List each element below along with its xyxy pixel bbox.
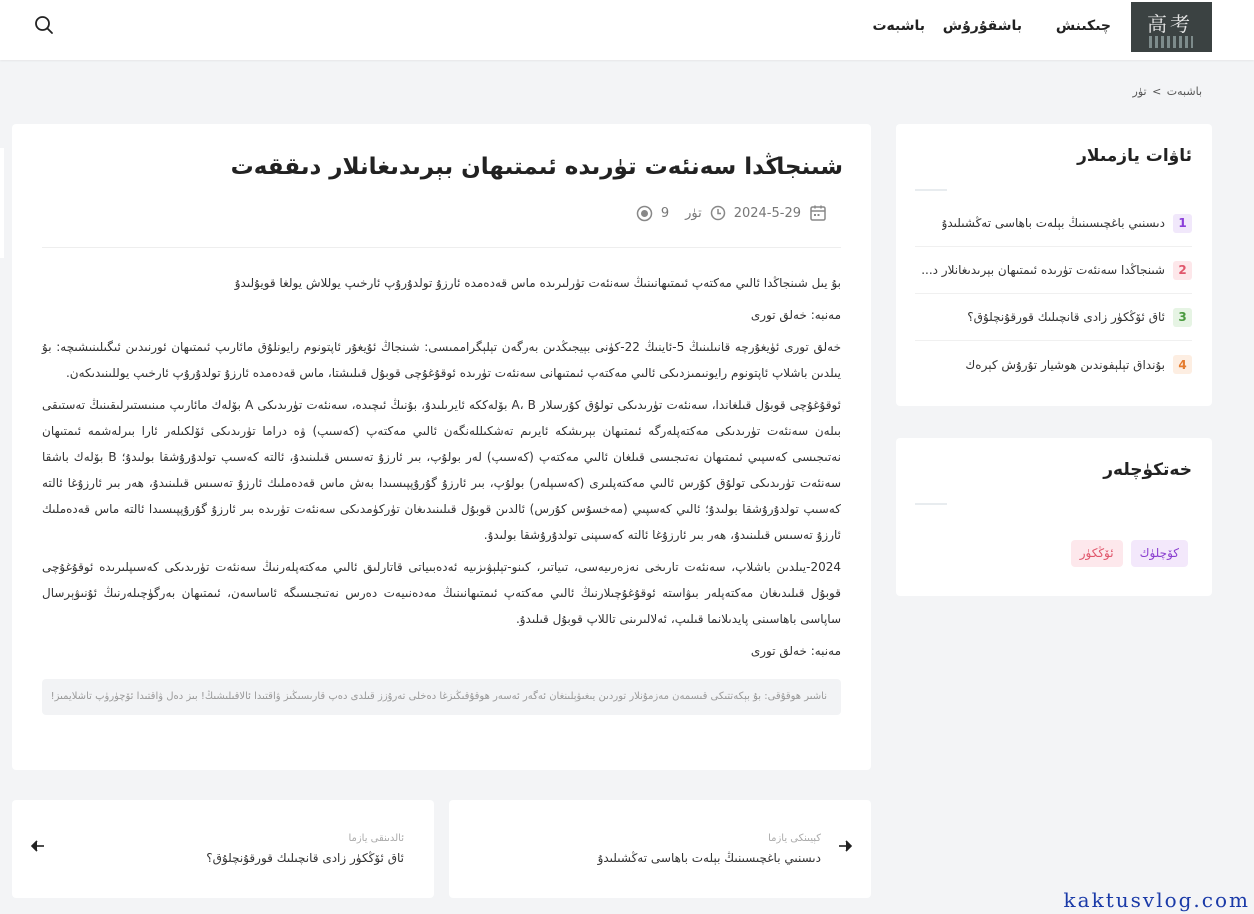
article-title: شىنجاڭدا سەنئەت تۈرىدە ئىمتىھان بېرىدىغانلار دىققەت xyxy=(230,154,843,180)
search-icon[interactable] xyxy=(33,14,55,36)
previous-post-label: ئالدىنقى يازما xyxy=(348,833,404,844)
tag-item[interactable]: ئۆڭكۈر xyxy=(1071,540,1123,567)
popular-post-title: دىسنىي باغچىسىنىڭ بېلەت باھاسى تەڭشىلىدۇ xyxy=(941,216,1165,230)
popular-posts-widget xyxy=(896,124,1212,406)
side-edge-tab[interactable] xyxy=(0,148,4,258)
rank-badge: 2 xyxy=(1173,261,1192,280)
rank-badge: 1 xyxy=(1173,214,1192,233)
popular-post-title: بۇنداق تېلېفوندىن ھوشيار تۇرۇش كېرەك xyxy=(965,357,1165,372)
previous-post-title: ئاق ئۆڭكۈر زادى قانچىلىك قورقۇنچلۇق؟ xyxy=(206,851,404,865)
article-views: 9 xyxy=(660,205,670,221)
previous-post-link[interactable] xyxy=(12,800,434,898)
nav-item-manage[interactable]: باشقۇرۇش xyxy=(942,18,1022,34)
title-underline xyxy=(915,503,947,505)
popular-post-item[interactable] xyxy=(915,247,1192,294)
article-source: مەنبە: خەلق تورى xyxy=(750,308,841,322)
rank-badge: 3 xyxy=(1173,308,1192,327)
article-card xyxy=(12,124,871,770)
nav-item-exit[interactable]: چىكىنش xyxy=(1055,18,1111,34)
article-paragraph: 2024-يىلدىن باشلاپ، سەنئەت تارىخى نەزەرىيەسى، تىياتىر، كىنو-تېلېۋىزىيە ئەدەبىياتى قاتارلىق ئالىي مەكتەپلەرنىڭ سەنئەت تۈرىدىكى كەسىپلىرىدە ئوقۇغۇچى قوبۇل قىلىدىغان مەكتەپلەر بىۋاستە ئوقۇغۇچىلارنىڭ ئالىي مەكتەپ ئىمتىھانىنىڭ مەدەنىيەت دەرس نەتىجىسىگە ئاساسەن، ئىمتىھان بەرگۈچىلەرنىڭ ئۇنىۋېرسال ساپاسى باھاسىنى پايدىلانما قىلىپ، ئەلالىرىنى تاللاپ قوبۇل قىلىدۇ. xyxy=(42,560,841,626)
widget-title: خەتكۈچلەر xyxy=(1103,460,1192,480)
title-underline xyxy=(915,189,947,191)
watermark: kaktusvlog.com xyxy=(1063,888,1250,912)
tag-list xyxy=(1071,540,1188,567)
article-paragraph: بۇ يىل شىنجاڭدا ئالىي مەكتەپ ئىمتىھانىنىڭ سەنئەت تۈرلىرىدە ماس قەدەمدە ئارزۇ تولدۇرۇپ ئارخىپ يوللاش يولغا قويۇلىدۇ xyxy=(234,276,841,290)
breadcrumb-category[interactable]: تۈر xyxy=(1132,85,1147,98)
tag-item[interactable]: كۆچلۈك xyxy=(1131,540,1188,567)
arrow-left-icon xyxy=(30,838,46,854)
calendar-icon xyxy=(809,204,827,222)
next-post-link[interactable] xyxy=(449,800,871,898)
site-logo[interactable] xyxy=(1131,2,1212,52)
breadcrumb-separator: > xyxy=(1152,85,1162,98)
next-post-title: دىسنىي باغچىسىنىڭ بېلەت باھاسى تەڭشىلىدۇ xyxy=(597,851,821,865)
title-divider xyxy=(42,247,841,248)
article-paragraph: ئوقۇغۇچى قوبۇل قىلغاندا، سەنئەت تۈرىدىكى تولۇق كۇرسلار A، B بۆلەككە ئايرىلىدۇ، بۇنىڭ ئىچىدە، سەنئەت تۈرىدىكى A بۆلەك مائارىپ مىنىستىرلىقىنىڭ تەستىقى بىلەن سەنئەت تۈرىدىكى مەكتەپلەرگە ئىمتىھان بېرىشكە ئايرىم تەشكىللەنگەن ئالىي مەكتەپ (كەسىپ) ۋە دراما تۈرىدىكى ئۆلكىلەر ئارا بىرلەشمە ئىمتىھان نەتىجىسى كەسپىي ئىمتىھان نەتىجىسى قىلغان ئالىي مەكتەپ (كەسىپ) لەر بولۇپ، بىر ئارزۇ تەسىس قىلىنىدۇ، ئالتە كەسىپ تولدۇرۇشقا بولىدۇ؛ B بۆلەك باشقا سەنئەت تۈرىدىكى تولۇق كۇرس ئالىي مەكتەپلىرى (كەسىپلەر) بولۇپ، بىر ئارزۇ گۇرۇپپىسىدا بەش ماس قەدەملىك ئارزۇ تەسىس قىلىنىدۇ، ھەر بىر ئارزۇغا ئالتە كەسىپ تولدۇرۇشقا بولىدۇ؛ ئالىي كەسپىي (مەخسۇس كۇرس) ئالدىن قوبۇل قىلىنىدىغان تۈركۈمدىكى سەنئەت تۈرىدە بىر ئارزۇ گۇرۇپپىسىدا ئالتە ماس قەدەملىك ئارزۇ تەسىس قىلىنىدۇ، ھەر بىر ئارزۇغا ئالتە كەسىپنى تولدۇرۇشقا بولىدۇ. xyxy=(42,398,842,542)
logo-text: 高考 xyxy=(1147,12,1193,36)
article-date: 2024-5-29 xyxy=(733,205,801,221)
rank-badge: 4 xyxy=(1173,355,1192,374)
popular-post-item[interactable] xyxy=(915,200,1192,247)
widget-title: ئاۋات يازمىلار xyxy=(1077,146,1192,166)
article-body xyxy=(42,270,841,670)
article-meta xyxy=(636,204,827,222)
popular-post-item[interactable] xyxy=(915,294,1192,341)
article-paragraph: خەلق تورى ئۈيغۇرچە قانىلىنىڭ 5-ئاينىڭ 22-كۈنى بېيجىڭدىن بەرگەن تېلېگراممىسى: شىنجاڭ ئۇيغۇر ئاپتونوم رايونلۇق مائارىپ ئىمتىھان ئورنىدىن ئىگىلىنىشىچە: بۇ يىلدىن باشلاپ ئاپتونوم رايونىمىزدىكى ئالىي مەكتەپ ئىمتىھانى سەنئەت تۈرىدە ئوقۇغۇچى قوبۇل قىلىشتا، ماس قەدەمدە ئارزۇ تولدۇرۇپ ئارخىپ يوللىنىدىكەن. xyxy=(42,340,841,380)
copyright-notice: ناشىر ھوقۇقى: بۇ بېكەتتىكى قىسمەن مەزمۇنلار توردىن يىغىۋېلىنغان ئەگەر ئەسەر ھوقۇقىڭىزغا دەخلى تەرۇزز قىلدى دەپ قارىسىڭىز ۋاقتىدا ئالاقىلىشىڭ! بىز دەل ۋاقتىدا ئۆچۈرۈپ تاشلايمىز! xyxy=(42,679,841,715)
logo-graphic xyxy=(1149,36,1193,48)
breadcrumb-home[interactable]: باشبەت xyxy=(1166,85,1202,98)
nav-item-home[interactable]: باشبەت xyxy=(872,18,925,34)
next-post-label: كېيىنكى يازما xyxy=(768,833,821,844)
popular-post-item[interactable] xyxy=(915,341,1192,388)
arrow-right-icon xyxy=(837,838,853,854)
views-icon xyxy=(636,205,653,222)
article-category[interactable]: تۈر xyxy=(685,205,702,221)
breadcrumb xyxy=(1133,85,1202,98)
clock-icon xyxy=(710,205,726,221)
popular-post-title: ئاق ئۆڭكۈر زادى قانچىلىك قورقۇنچلۇق؟ xyxy=(967,310,1165,324)
popular-post-title: شىنجاڭدا سەنئەت تۈرىدە ئىمتىھان بېرىدىغانلار د... xyxy=(921,263,1165,277)
top-header xyxy=(0,0,1254,60)
article-source: مەنبە: خەلق تورى xyxy=(750,644,841,658)
tags-widget xyxy=(896,438,1212,596)
